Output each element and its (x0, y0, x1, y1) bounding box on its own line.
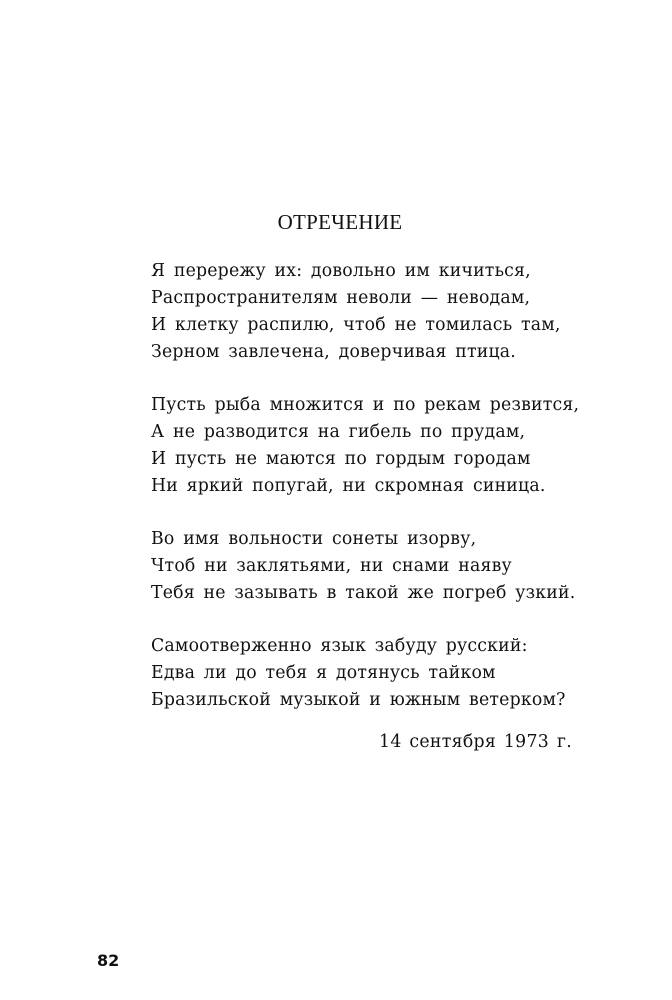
stanza-3 (151, 526, 591, 607)
poem-line: Пусть рыба множится и по рекам резвится, (151, 395, 580, 415)
stanza-1 (151, 258, 591, 366)
stanza-2 (151, 392, 591, 500)
poem-date: 14 сентября 1973 г. (379, 732, 572, 752)
poem-line: Распространителям неволи — неводам, (151, 288, 531, 308)
poem-line: И клетку распилю, чтоб не томилась там, (151, 315, 561, 335)
poem-line: Зерном завлечена, доверчивая птица. (151, 342, 516, 362)
stanza-4 (151, 633, 591, 714)
poem-line: Тебя не зазывать в такой же погреб узкий. (151, 583, 576, 603)
poem-line: А не разводится на гибель по прудам, (151, 422, 526, 442)
poem-line: И пусть не маются по гордым городам (151, 449, 531, 469)
poem-title: ОТРЕЧЕНИЕ (277, 210, 403, 234)
poem-line: Во имя вольности сонеты изорву, (151, 529, 477, 549)
poem-line: Чтоб ни заклятьями, ни снами наяву (151, 556, 512, 576)
poem-line: Самоотверженно язык забуду русский: (151, 636, 528, 656)
poem-line: Я перережу их: довольно им кичиться, (151, 261, 531, 281)
poem-line: Едва ли до тебя я дотянусь тайком (151, 663, 496, 683)
poem-line: Бразильской музыкой и южным ветерком? (151, 690, 566, 710)
poem-line: Ни яркий попугай, ни скромная синица. (151, 476, 546, 496)
page-number: 82 (97, 951, 120, 970)
poem-body (151, 258, 591, 740)
